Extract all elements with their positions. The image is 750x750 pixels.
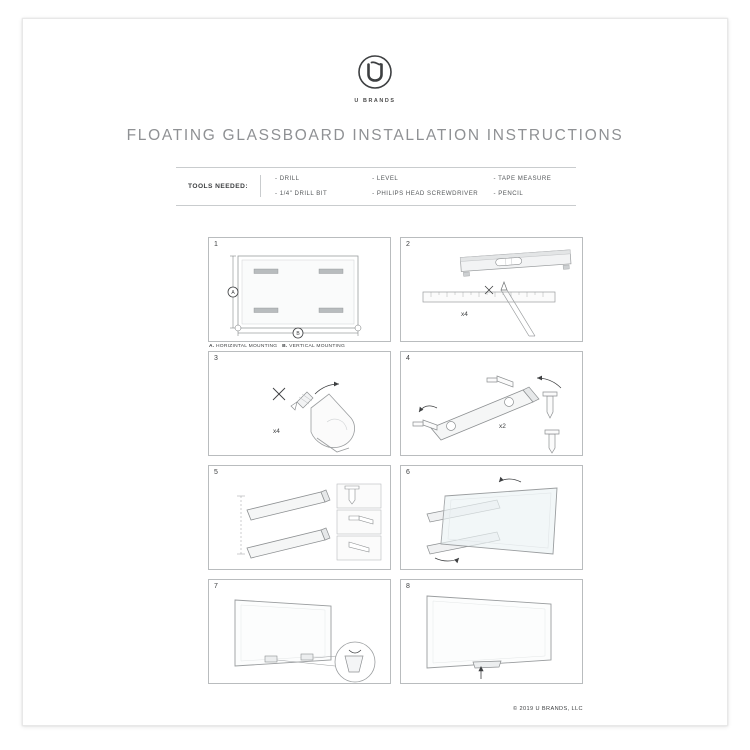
step-number: 1 <box>214 241 218 248</box>
step-panel-6 <box>400 465 583 570</box>
step-panel-4 <box>400 351 583 456</box>
step-6-illustration <box>401 466 583 570</box>
step-4-count: x2 <box>499 423 506 430</box>
tool-item: - TAPE MEASURE <box>493 175 552 182</box>
copyright-notice: © 2019 U BRANDS, LLC <box>513 706 583 712</box>
step-number: 8 <box>406 583 410 590</box>
step-number: 2 <box>406 241 410 248</box>
tools-needed-label: TOOLS NEEDED: <box>176 175 261 197</box>
step-panel-1 <box>208 237 391 342</box>
brand-name: U BRANDS <box>354 98 396 104</box>
tools-columns <box>261 175 576 197</box>
step-panel-2 <box>400 237 583 342</box>
step-panel-5 <box>208 465 391 570</box>
page-title: FLOATING GLASSBOARD INSTALLATION INSTRUCTIONS <box>126 127 624 144</box>
tools-column-1 <box>275 175 372 197</box>
tool-item: - DRILL <box>275 175 300 182</box>
step-4-illustration <box>401 352 583 456</box>
u-brands-logo-icon <box>358 55 392 89</box>
step-number: 6 <box>406 469 410 476</box>
svg-text:B: B <box>296 331 300 338</box>
step-number: 4 <box>406 355 410 362</box>
tool-item: - LEVEL <box>372 175 399 182</box>
step-1-illustration <box>209 238 391 342</box>
tool-item: - PHILIPS HEAD SCREWDRIVER <box>372 190 479 197</box>
step-panel-8 <box>400 579 583 684</box>
step-2-illustration <box>401 238 583 342</box>
caption-a-text: HORIZINTAL MOUNTING <box>216 344 278 349</box>
step-panel-7 <box>208 579 391 684</box>
step-7-illustration <box>209 580 391 684</box>
tools-column-3 <box>493 175 576 197</box>
step-3-count: x4 <box>273 428 280 435</box>
steps-row <box>208 579 583 684</box>
step-number: 3 <box>214 355 218 362</box>
steps-row <box>208 465 583 570</box>
steps-row <box>208 237 583 342</box>
brand-logo-block <box>23 55 727 104</box>
svg-text:A: A <box>231 290 235 297</box>
step-number: 7 <box>214 583 218 590</box>
caption-a-key: A. <box>209 344 215 349</box>
steps-grid <box>208 237 583 693</box>
tool-item: - PENCIL <box>493 190 524 197</box>
tool-item: - 1/4" DRILL BIT <box>275 190 328 197</box>
step-8-illustration <box>401 580 583 684</box>
step-5-illustration <box>209 466 391 570</box>
step-panel-3 <box>208 351 391 456</box>
steps-row <box>208 351 583 456</box>
caption-b-text: VERTICAL MOUNTING <box>289 344 346 349</box>
step-3-illustration <box>209 352 391 456</box>
tools-needed-table <box>176 167 576 206</box>
document-sheet <box>22 18 728 726</box>
mounting-caption <box>209 344 394 349</box>
caption-b-key: B. <box>282 344 288 349</box>
tools-column-2 <box>372 175 493 197</box>
step-number: 5 <box>214 469 218 476</box>
step-2-count: x4 <box>461 311 468 318</box>
